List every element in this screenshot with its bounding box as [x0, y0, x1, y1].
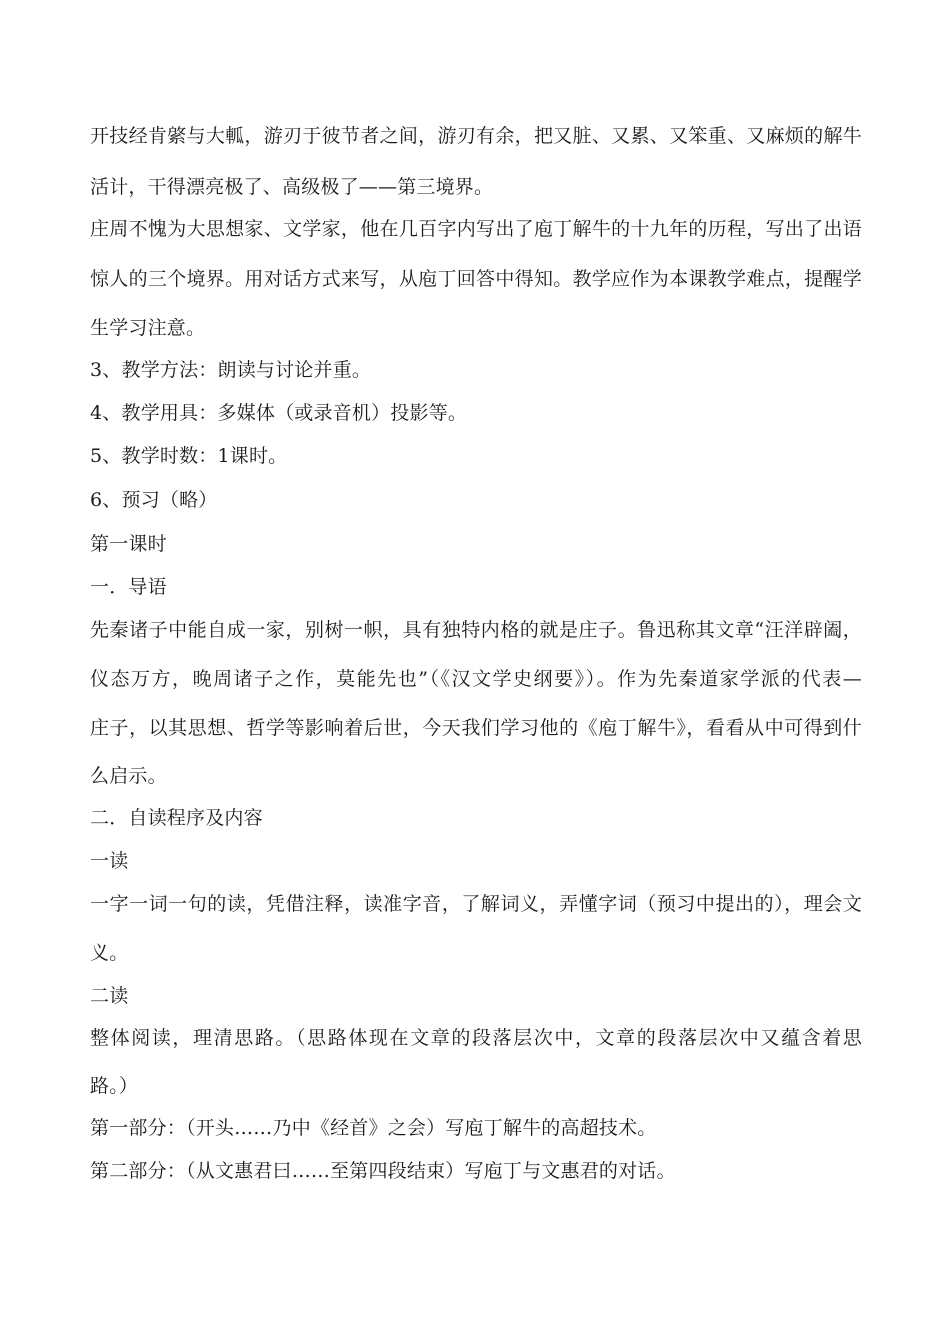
text-line: 第一部分：（开头……乃中《经首》之会）写庖丁解牛的高超技术。: [90, 1117, 657, 1139]
text-line: 仪态万方，晚周诸子之作，莫能先也”（《汉文学史纲要》）。作为先秦道家学派的代表—: [90, 668, 862, 690]
text-line: 第二部分：（从文惠君曰……至第四段结束）写庖丁与文惠君的对话。: [90, 1160, 676, 1182]
text-line: 先秦诸子中能自成一家，别树一帜，具有独特内格的就是庄子。鲁迅称其文章“汪洋辟阖，: [90, 619, 862, 641]
text-line: 整体阅读，理清思路。（思路体现在文章的段落层次中，文章的段落层次中又蕴含着思: [90, 1027, 862, 1049]
text-line: 3、教学方法：朗读与讨论并重。: [90, 359, 372, 381]
text-line: 6、预习（略）: [90, 489, 218, 511]
text-line: 二．自读程序及内容: [90, 807, 263, 829]
text-line: 第一课时: [90, 533, 167, 555]
text-line: 一读: [90, 850, 129, 872]
text-line: 么启示。: [90, 765, 167, 787]
text-line: 开技经肯綮与大軱，游刃于彼节者之间，游刃有余，把又脏、又累、又笨重、又麻烦的解牛: [90, 125, 862, 147]
text-line: 一字一词一句的读，凭借注释，读准字音，了解词义，弄懂字词（预习中提出的），理会文: [90, 893, 862, 915]
text-line: 生学习注意。: [90, 317, 206, 339]
text-line: 义。: [90, 942, 129, 964]
text-line: 惊人的三个境界。用对话方式来写，从庖丁回答中得知。教学应作为本课教学难点，提醒学: [90, 268, 862, 290]
text-line: 路。）: [90, 1075, 139, 1097]
text-line: 庄周不愧为大思想家、文学家，他在几百字内写出了庖丁解牛的十九年的历程，写出了出语: [90, 218, 862, 240]
text-line: 活计，干得漂亮极了、高级极了——第三境界。: [90, 176, 494, 198]
text-line: 一．导语: [90, 576, 167, 598]
text-line: 庄子，以其思想、哲学等影响着后世，今天我们学习他的《庖丁解牛》，看看从中可得到什: [90, 717, 862, 739]
text-line: 二读: [90, 985, 129, 1007]
text-line: 5、教学时数：1课时。: [90, 445, 288, 467]
text-line: 4、教学用具：多媒体（或录音机）投影等。: [90, 402, 468, 424]
